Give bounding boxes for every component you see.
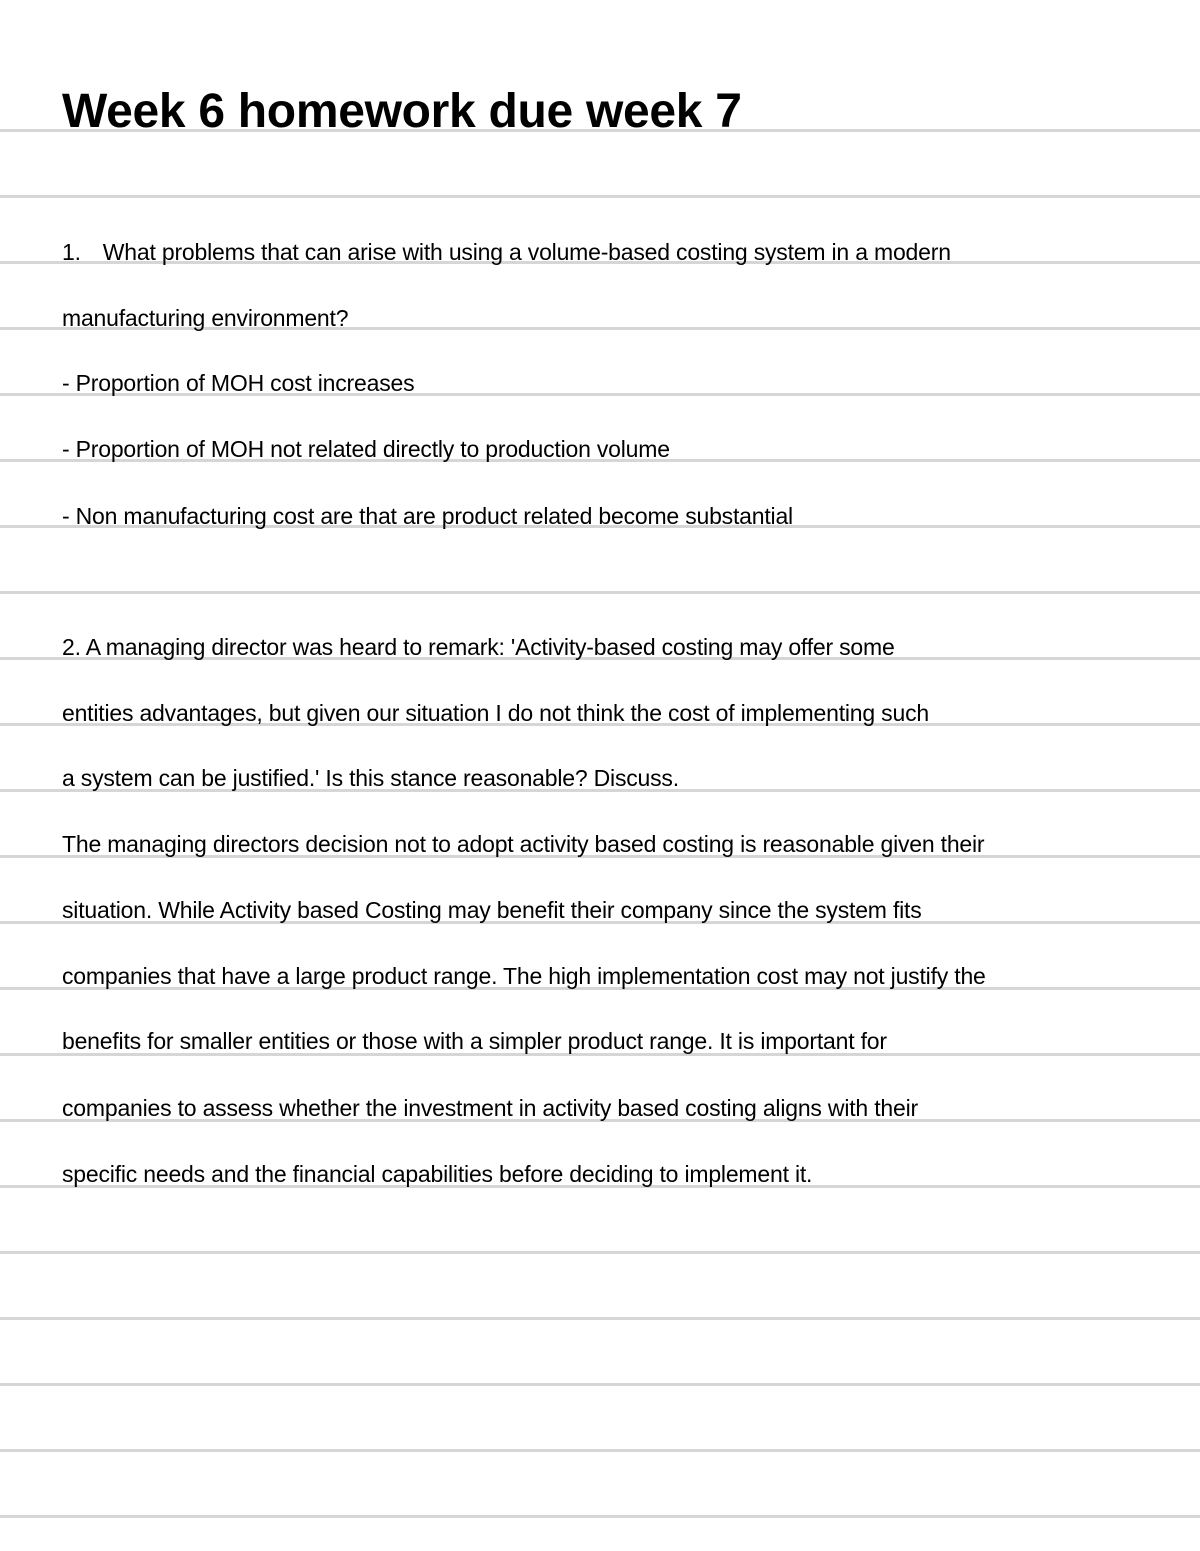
question-2-line-1: 2. A managing director was heard to remark: 'Activity-based costing may offer some bbox=[62, 634, 895, 660]
ruled-line bbox=[0, 1515, 1200, 1518]
question-1-answer-3: - Non manufacturing cost are that are product related become substantial bbox=[62, 503, 793, 529]
question-2-line-3: a system can be justified.' Is this stance reasonable? Discuss. bbox=[62, 765, 679, 791]
ruled-line bbox=[0, 195, 1200, 198]
question-2-answer-line-4: benefits for smaller entities or those with a simpler product range. It is important for bbox=[62, 1028, 887, 1054]
question-2-answer-line-6: specific needs and the financial capabilities before deciding to implement it. bbox=[62, 1161, 813, 1187]
ruled-line bbox=[0, 591, 1200, 594]
question-2-line-2: entities advantages, but given our situation I do not think the cost of implementing such bbox=[62, 700, 929, 726]
ruled-line bbox=[0, 1251, 1200, 1254]
question-2-answer-line-1: The managing directors decision not to adopt activity based costing is reasonable given their bbox=[62, 831, 985, 857]
question-1-number: 1. bbox=[62, 239, 81, 265]
question-1-line-2: manufacturing environment? bbox=[62, 305, 349, 331]
ruled-line bbox=[0, 1317, 1200, 1320]
question-2-answer-line-2: situation. While Activity based Costing may benefit their company since the system fits bbox=[62, 897, 922, 923]
question-1-answer-1: - Proportion of MOH cost increases bbox=[62, 370, 415, 396]
document-title: Week 6 homework due week 7 bbox=[62, 85, 742, 138]
question-2-answer-line-5: companies to assess whether the investment in activity based costing aligns with their bbox=[62, 1095, 918, 1121]
question-1-text: What problems that can arise with using a volume-based costing system in a modern bbox=[102, 239, 951, 265]
question-2-answer-line-3: companies that have a large product range. The high implementation cost may not justify the bbox=[62, 963, 986, 989]
question-1-answer-2: - Proportion of MOH not related directly to production volume bbox=[62, 436, 670, 462]
question-1-line-1 bbox=[62, 238, 951, 266]
ruled-line bbox=[0, 1383, 1200, 1386]
ruled-line bbox=[0, 1449, 1200, 1452]
